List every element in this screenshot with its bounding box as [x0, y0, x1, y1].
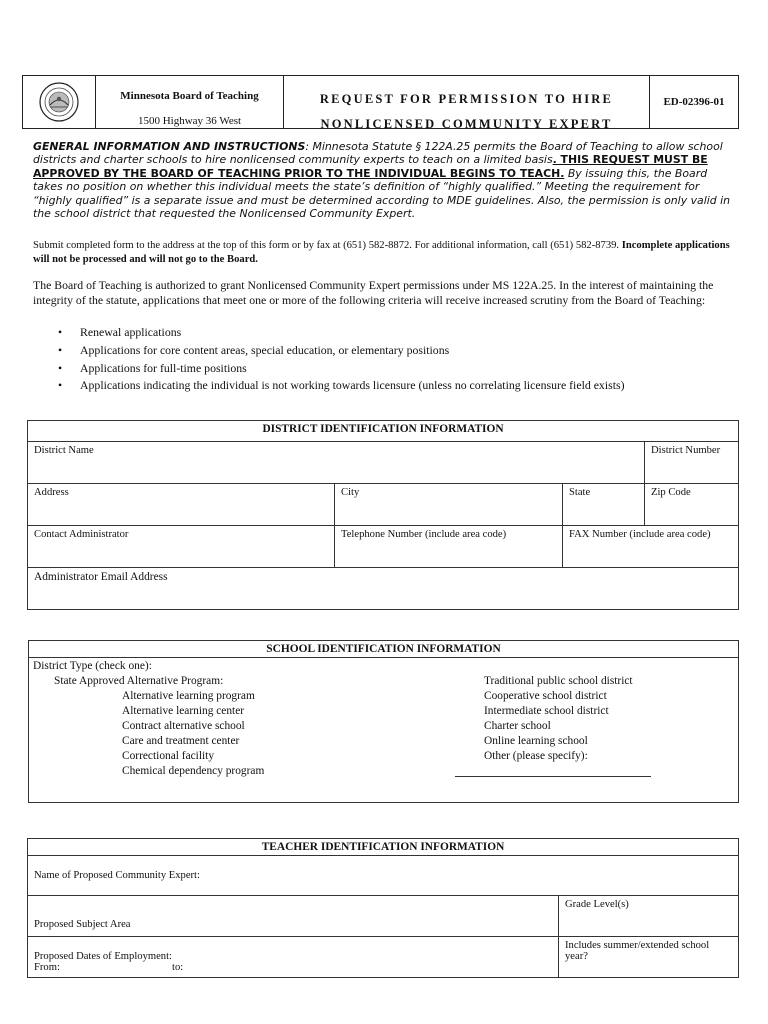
school-section [28, 640, 739, 803]
org-cell [96, 76, 284, 128]
to-label: to: [172, 962, 184, 973]
criteria-item: • Applications for core content areas, special education, or elementary positions [58, 342, 625, 360]
instructions-lead: GENERAL INFORMATION AND INSTRUCTIONS [33, 140, 306, 153]
district-number-field[interactable]: District Number [645, 442, 739, 484]
grade-level-field[interactable]: Grade Level(s) [559, 896, 739, 937]
other-specify-line[interactable] [455, 776, 651, 777]
state-seal-icon [31, 80, 87, 124]
option-alt-learning-center[interactable]: Alternative learning center [122, 705, 245, 717]
general-instructions [33, 140, 736, 220]
employment-dates-field[interactable] [28, 937, 559, 978]
submit-warning: Incomplete applications will not be processed and will not go to the Board. [33, 240, 730, 265]
state-approved-label: State Approved Alternative Program: [54, 675, 224, 687]
employment-dates-label: Proposed Dates of Employment: [34, 951, 172, 962]
board-authority-text: The Board of Teaching is authorized to grant Nonlicensed Community Expert permissions under MS 122A.25. In the interest of maintaining the integrity of the statute, applications that meet one or more of the following criteria will receive increased scrutiny from the Board of Teaching: [33, 278, 714, 308]
org-address: 1500 Highway 36 West [137, 115, 242, 127]
instructions-text2: By issuing this, the Board takes no position on whether this individual meets the state’s definition of “highly qualified.” Meeting the requirement for “highly qualified” is a separate issue and must be determined according to MDE guidelines. Also, the permission is only valid in the school district that requested the Nonlicensed Community Expert. [33, 166, 731, 221]
form-number: ED-02396-01 [663, 96, 725, 108]
criteria-list [58, 324, 625, 395]
title-cell [284, 76, 650, 128]
telephone-field[interactable]: Telephone Number (include area code) [335, 526, 563, 568]
instructions-approval-notice: . THIS REQUEST MUST BE APPROVED BY THE BOARD OF TEACHING PRIOR TO THE INDIVIDUAL BEGINS TO TEACH. [33, 153, 708, 180]
zip-field[interactable]: Zip Code [645, 484, 739, 526]
expert-name-label: Name of Proposed Community Expert: [34, 870, 200, 881]
option-contract-alt-school[interactable]: Contract alternative school [122, 720, 245, 732]
from-label: From: [34, 962, 60, 973]
teacher-section [27, 838, 739, 978]
option-correctional-facility[interactable]: Correctional facility [122, 750, 215, 762]
option-traditional-public[interactable]: Traditional public school district [484, 675, 633, 687]
district-heading: DISTRICT IDENTIFICATION INFORMATION [28, 421, 739, 442]
instructions-text1: : Minnesota Statute § 122A.25 permits the Board of Teaching to allow school districts and charter schools to hire nonlicensed community experts to teach on a limited basis [33, 140, 723, 167]
teacher-heading: TEACHER IDENTIFICATION INFORMATION [28, 839, 739, 856]
form-title-line2: NONLICENSED COMMUNITY EXPERT [320, 117, 613, 128]
district-type-label: District Type (check one): [33, 660, 152, 672]
option-charter[interactable]: Charter school [484, 720, 551, 732]
form-header [22, 75, 739, 129]
criteria-item: • Renewal applications [58, 324, 625, 342]
submission-instructions [33, 239, 736, 266]
form-title-line1: REQUEST FOR PERMISSION TO HIRE [319, 92, 614, 106]
contact-administrator-field[interactable]: Contact Administrator [28, 526, 335, 568]
admin-email-field[interactable]: Administrator Email Address [28, 568, 739, 610]
submit-text: Submit completed form to the address at the top of this form or by fax at (651) 582-8872. For additional information, call (651) 582-8739. [33, 240, 622, 251]
district-type-options [484, 674, 633, 764]
expert-name-field[interactable] [28, 856, 739, 896]
subject-area-label: Proposed Subject Area [34, 919, 131, 930]
option-alt-learning-program[interactable]: Alternative learning program [122, 690, 255, 702]
criteria-item: • Applications indicating the individual is not working towards licensure (unless no correlating licensure field exists) [58, 377, 625, 395]
summer-school-field[interactable]: Includes summer/extended school year? [559, 937, 739, 978]
option-care-treatment-center[interactable]: Care and treatment center [122, 735, 240, 747]
alt-program-options [122, 689, 264, 779]
district-section [27, 420, 739, 610]
school-heading: SCHOOL IDENTIFICATION INFORMATION [29, 641, 738, 658]
fax-field[interactable]: FAX Number (include area code) [563, 526, 739, 568]
seal-cell [23, 76, 96, 128]
org-name: Minnesota Board of Teaching [120, 90, 259, 102]
option-other[interactable]: Other (please specify): [484, 750, 588, 762]
option-chemical-dependency[interactable]: Chemical dependency program [122, 765, 265, 777]
option-cooperative[interactable]: Cooperative school district [484, 690, 607, 702]
subject-area-field[interactable] [28, 896, 559, 937]
state-field[interactable]: State [563, 484, 645, 526]
district-name-field[interactable]: District Name [28, 442, 645, 484]
criteria-item: • Applications for full-time positions [58, 360, 625, 378]
city-field[interactable]: City [335, 484, 563, 526]
option-online-learning[interactable]: Online learning school [484, 735, 588, 747]
option-intermediate[interactable]: Intermediate school district [484, 705, 609, 717]
address-field[interactable]: Address [28, 484, 335, 526]
